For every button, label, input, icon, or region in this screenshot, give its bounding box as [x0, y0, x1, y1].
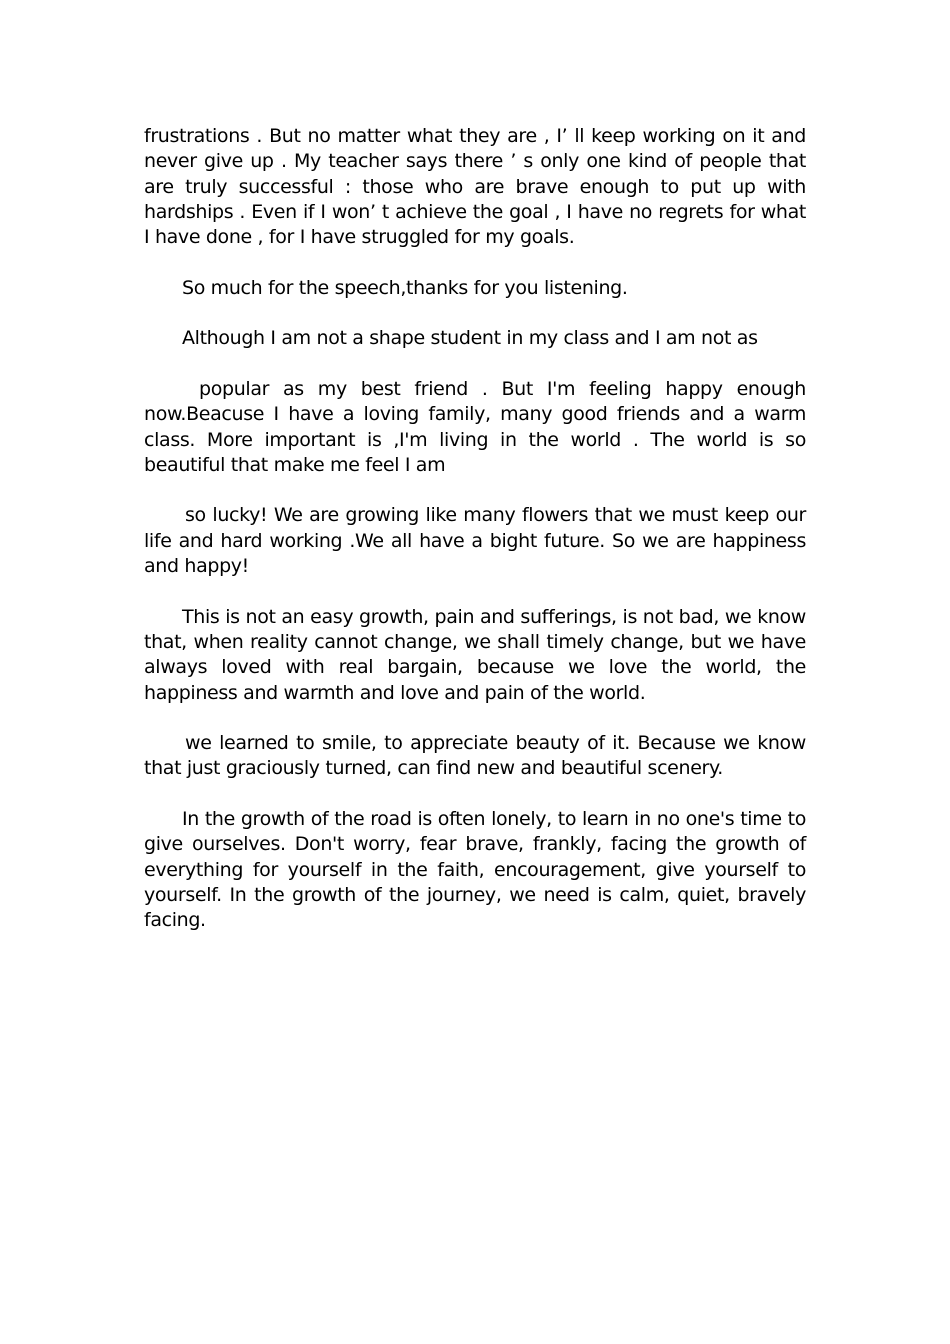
- paragraph-road-lonely: In the growth of the road is often lonely, to learn in no one's time to give ourselves. Don't worry, fear brave, frankly, facing the growth of everything for yourself in the faith, encouragement, give yourself to yourself. In the growth of the journey, we need is calm, quiet, bravely facing.: [144, 808, 806, 932]
- paragraph-learned-to-smile: we learned to smile, to appreciate beauty of it. Because we know that just graciously turned, can find new and beautiful scenery.: [144, 732, 806, 780]
- document-page: [144, 124, 806, 959]
- paragraph-easy-growth: This is not an easy growth, pain and sufferings, is not bad, we know that, when reality cannot change, we shall timely change, but we have always loved with real bargain, because we love the world, the happiness and warmth and love and pain of the world.: [144, 605, 806, 704]
- paragraph-not-shape-student: Although I am not a shape student in my class and I am not as: [182, 327, 758, 350]
- paragraph-speech-closing: So much for the speech,thanks for you listening.: [182, 276, 628, 299]
- paragraph-frustrations: frustrations . But no matter what they are , I’ ll keep working on it and never give up . My teacher says there ’ s only one kind of people that are truly successful : those who are brave enough to put up with hardships . Even if I won’ t achieve the goal , I have no regrets for what I have done , for I have struggled for my goals.: [144, 125, 806, 249]
- paragraph-so-lucky: so lucky! We are growing like many flowers that we must keep our life and hard working .We all have a bight future. So we are happiness and happy!: [144, 504, 806, 578]
- paragraph-popular: popular as my best friend . But I'm feeling happy enough now.Beacuse I have a loving family, many good friends and a warm class. More important is ,I'm living in the world . The world is so beautiful that make me feel I am: [144, 377, 806, 476]
